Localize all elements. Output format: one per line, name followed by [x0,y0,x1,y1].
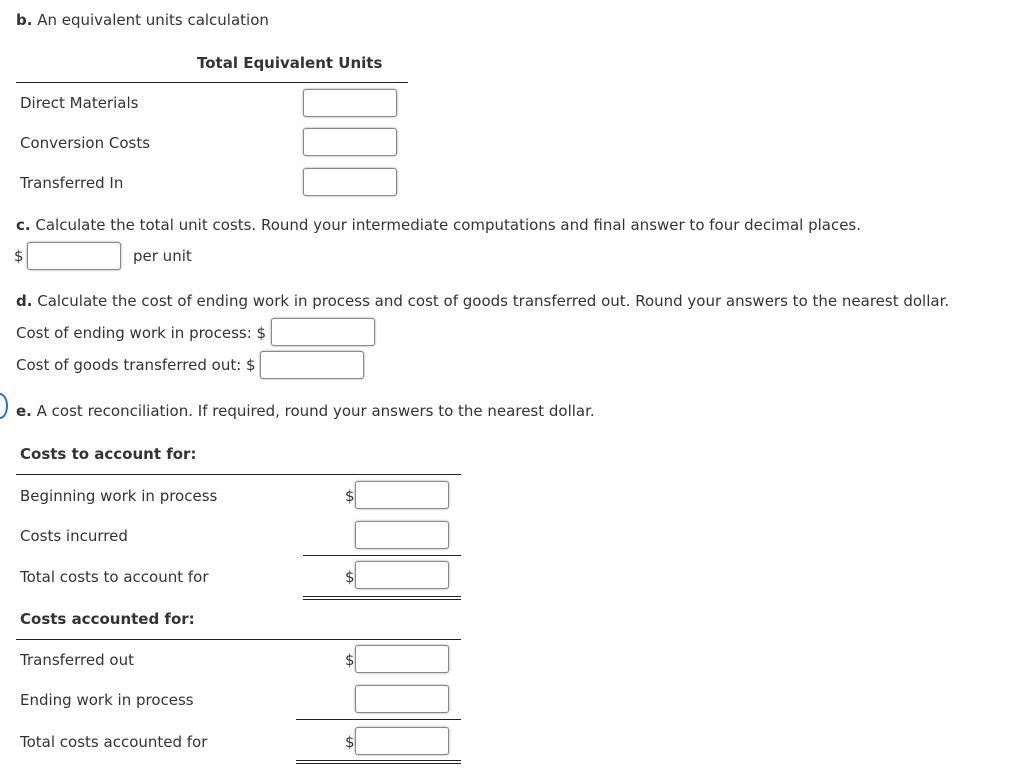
transferred-out-input[interactable] [260,351,364,379]
divider [16,639,461,640]
conversion-costs-input[interactable] [303,128,397,156]
beginning-wip-input[interactable] [355,481,449,509]
total-costs-accounted-label: Total costs accounted for [20,733,208,751]
currency-sign: $ [345,568,355,586]
section-letter: d. [16,292,33,310]
transferred-in-input[interactable] [303,168,397,196]
currency-sign: $ [345,487,355,505]
section-letter: b. [16,11,33,29]
section-d-title [16,292,949,310]
unit-cost-input[interactable] [27,242,121,270]
section-b-title [16,11,269,29]
ending-wip-input[interactable] [271,318,375,346]
total-costs-to-account-input[interactable] [355,561,449,589]
costs-incurred-label: Costs incurred [20,527,128,545]
currency-sign: $ [345,733,355,751]
direct-materials-input[interactable] [303,89,397,117]
focus-indicator [0,393,8,419]
row-label-conversion-costs: Conversion Costs [20,134,151,152]
equivalent-units-header: Total Equivalent Units [197,54,383,72]
row-label-direct-materials: Direct Materials [20,94,139,112]
transferred-out-reconciliation-input[interactable] [355,645,449,673]
row-label-transferred-in: Transferred In [20,174,124,192]
ending-wip-reconciliation-input[interactable] [355,685,449,713]
transferred-out-label: Cost of goods transferred out: $ [16,356,256,374]
ending-wip-row-label: Ending work in process [20,691,194,709]
section-text: A cost reconciliation. If required, round your answers to the nearest dollar. [36,402,595,420]
total-double-line [296,760,461,764]
section-letter: c. [16,216,31,234]
divider [16,82,408,83]
section-text: Calculate the total unit costs. Round your intermediate computations and final answer to four decimal places. [35,216,862,234]
ending-wip-label: Cost of ending work in process: $ [16,324,267,342]
transferred-out-row-label: Transferred out [20,651,134,669]
divider [16,474,461,475]
section-text: Calculate the cost of ending work in process and cost of goods transferred out. Round your answers to the nearest dollar. [37,292,950,310]
subtotal-line [303,555,461,556]
costs-accounted-header: Costs accounted for: [20,610,195,628]
currency-sign: $ [14,247,24,265]
total-double-line [303,596,461,600]
currency-sign: $ [345,651,355,669]
costs-to-account-header: Costs to account for: [20,445,197,463]
section-e-title [16,402,595,420]
costs-incurred-input[interactable] [355,521,449,549]
per-unit-label: per unit [133,247,192,265]
subtotal-line [296,719,461,720]
beginning-wip-label: Beginning work in process [20,487,218,505]
section-letter: e. [16,402,32,420]
section-text: An equivalent units calculation [37,11,269,29]
section-c-title [16,216,861,234]
total-costs-to-account-label: Total costs to account for [20,568,209,586]
total-costs-accounted-input[interactable] [355,727,449,755]
